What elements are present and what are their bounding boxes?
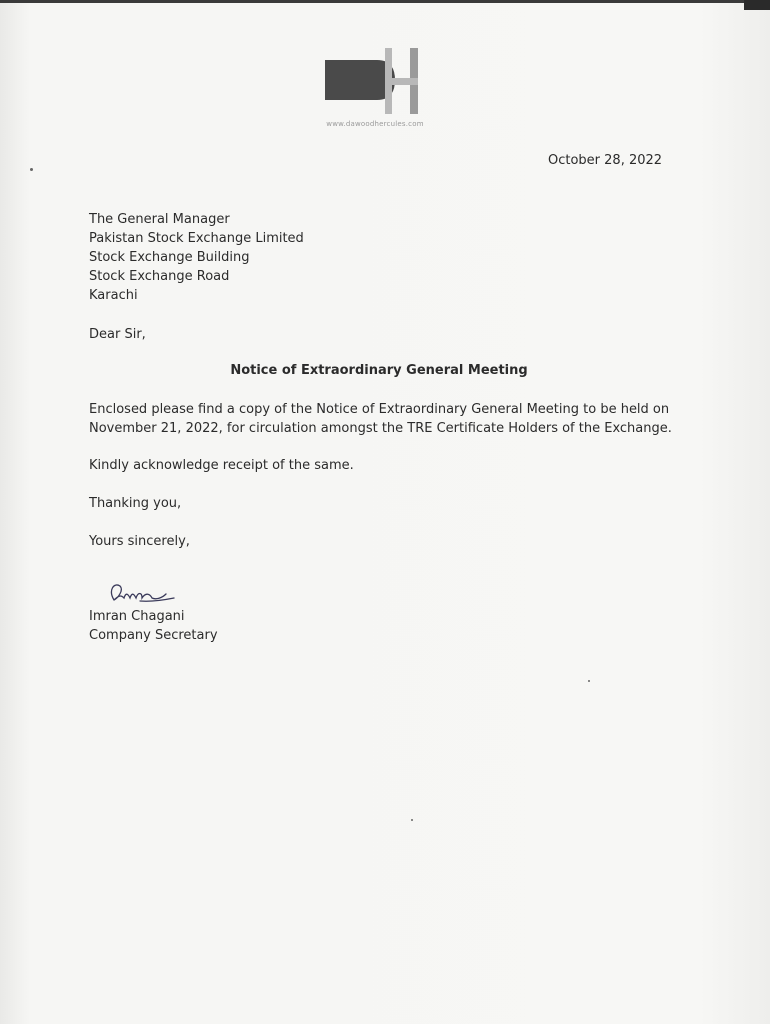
scan-corner-mark [744,0,770,10]
scan-top-edge [0,0,770,3]
company-logo [325,48,421,114]
recipient-line: Stock Exchange Road [89,269,230,284]
scan-speck [411,819,413,821]
recipient-line: The General Manager [89,212,230,227]
letter-date: October 28, 2022 [548,153,663,168]
scan-speck [30,168,33,171]
body-paragraph-2: Kindly acknowledge receipt of the same. [89,458,354,473]
recipient-line: Karachi [89,288,138,303]
signer-title: Company Secretary [89,628,218,643]
thanks-line: Thanking you, [89,496,182,511]
body-line: Enclosed please find a copy of the Notice of Extraordinary General Meeting to be held on [89,402,670,417]
body-paragraph-1 [89,400,672,438]
handwritten-signature [100,580,180,608]
subject-heading [0,361,770,380]
signer-name: Imran Chagani [89,609,185,624]
closing-line: Yours sincerely, [89,534,190,549]
body-line: November 21, 2022, for circulation amongst the TRE Certificate Holders of the Exchange. [89,421,672,436]
recipient-line: Stock Exchange Building [89,250,250,265]
recipient-line: Pakistan Stock Exchange Limited [89,231,304,246]
scan-speck [588,680,590,682]
recipient-address [89,210,304,305]
salutation: Dear Sir, [89,327,146,342]
letterhead-website: www.dawoodhercules.com [326,120,424,128]
subject-text: Notice of Extraordinary General Meeting [230,363,528,378]
